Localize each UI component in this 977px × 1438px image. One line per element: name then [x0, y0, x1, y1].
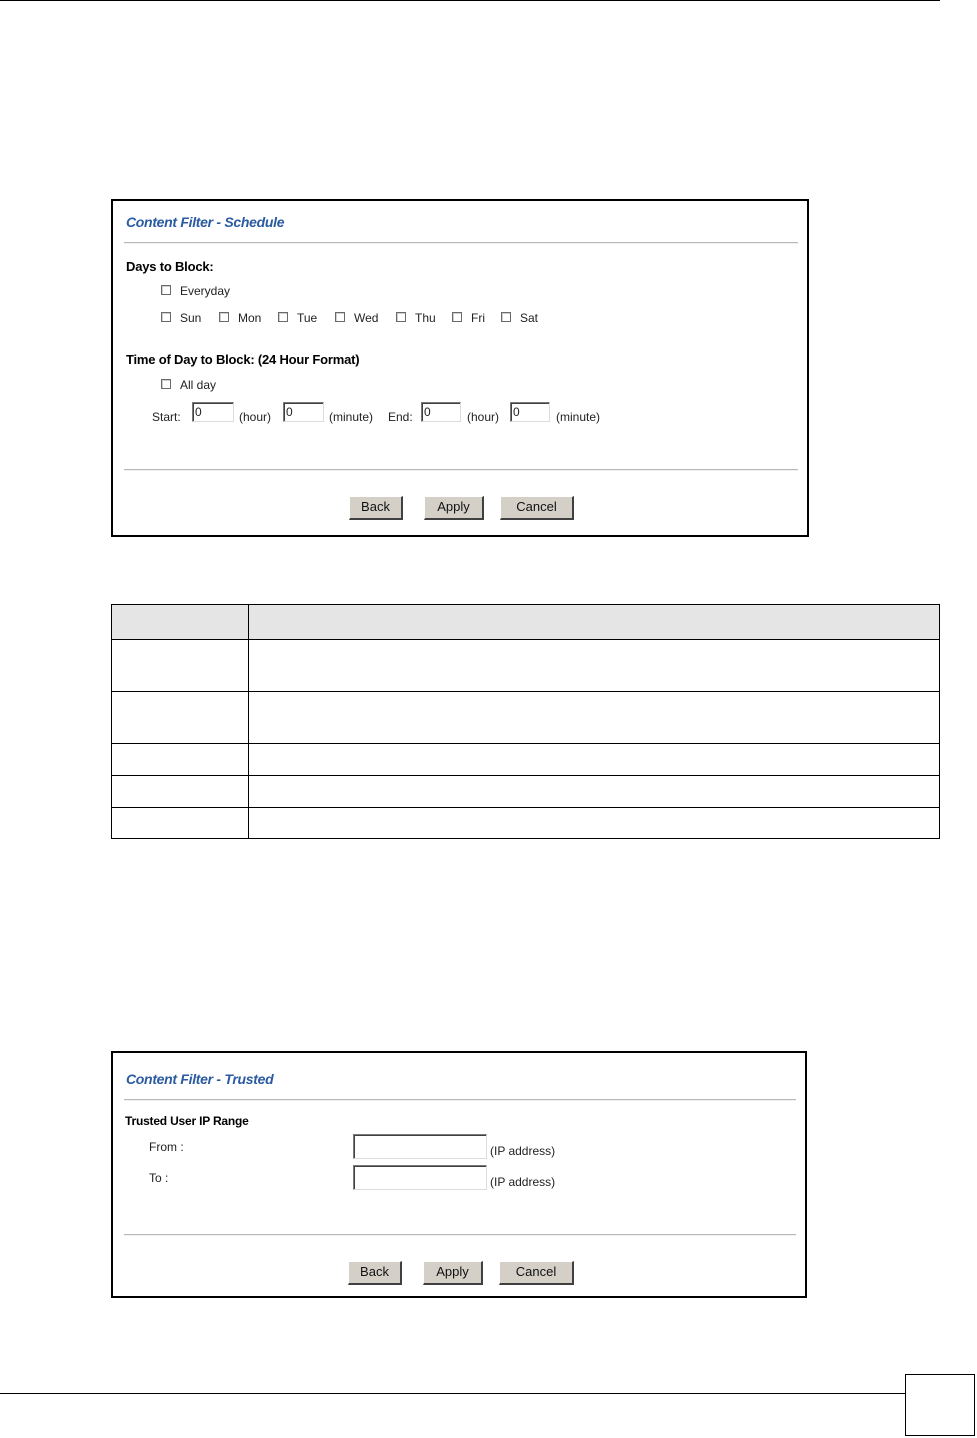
button-divider [124, 469, 798, 471]
to-ip-input[interactable] [353, 1165, 487, 1190]
page-number-box [905, 1374, 975, 1436]
table-header-cell [249, 605, 940, 640]
schedule-apply-button[interactable]: Apply [424, 496, 484, 520]
table-cell [112, 776, 249, 808]
schedule-panel-title: Content Filter - Schedule [126, 214, 285, 230]
schedule-back-button[interactable]: Back [349, 496, 403, 520]
page-top-rule [0, 0, 940, 1]
tue-checkbox[interactable] [278, 312, 288, 322]
end-minute-unit: (minute) [556, 410, 601, 424]
allday-label: All day [180, 378, 217, 392]
table-cell [249, 692, 940, 744]
trusted-range-heading: Trusted User IP Range [125, 1114, 249, 1128]
end-hour-input[interactable]: 0 [421, 402, 461, 422]
sat-checkbox[interactable] [501, 312, 511, 322]
end-minute-input[interactable]: 0 [510, 402, 550, 422]
from-ip-input[interactable] [353, 1134, 487, 1159]
button-divider [124, 1234, 796, 1236]
everyday-label: Everyday [180, 284, 231, 298]
allday-checkbox[interactable] [161, 379, 171, 389]
sun-label: Sun [180, 311, 202, 325]
everyday-checkbox[interactable] [161, 285, 171, 295]
to-ip-hint: (IP address) [490, 1175, 556, 1189]
trusted-panel [111, 1051, 807, 1298]
from-ip-hint: (IP address) [490, 1144, 556, 1158]
title-divider [124, 1099, 796, 1101]
start-minute-input[interactable]: 0 [283, 402, 324, 422]
table-header-cell [112, 605, 249, 640]
start-hour-input[interactable]: 0 [192, 402, 234, 422]
field-description-table [111, 604, 940, 839]
table-row [112, 776, 940, 808]
from-label: From : [149, 1140, 184, 1154]
title-divider [124, 242, 798, 244]
table-row [112, 692, 940, 744]
table-cell [112, 640, 249, 692]
trusted-apply-button[interactable]: Apply [423, 1261, 483, 1285]
trusted-back-button[interactable]: Back [348, 1261, 402, 1285]
days-to-block-heading: Days to Block: [126, 259, 214, 274]
start-minute-unit: (minute) [329, 410, 374, 424]
trusted-cancel-button[interactable]: Cancel [499, 1261, 574, 1285]
table-row [112, 640, 940, 692]
table-cell [249, 808, 940, 839]
table-row [112, 744, 940, 776]
time-to-block-heading: Time of Day to Block: (24 Hour Format) [126, 352, 360, 367]
thu-checkbox[interactable] [396, 312, 406, 322]
wed-checkbox[interactable] [335, 312, 345, 322]
schedule-panel [111, 199, 809, 537]
table-cell [112, 692, 249, 744]
table-row [112, 808, 940, 839]
fri-label: Fri [471, 311, 485, 325]
fri-checkbox[interactable] [452, 312, 462, 322]
trusted-panel-title: Content Filter - Trusted [126, 1071, 274, 1087]
to-label: To : [149, 1171, 169, 1185]
mon-checkbox[interactable] [219, 312, 229, 322]
thu-label: Thu [415, 311, 436, 325]
start-hour-unit: (hour) [239, 410, 272, 424]
mon-label: Mon [238, 311, 262, 325]
table-header-row [112, 605, 940, 640]
table-cell [249, 776, 940, 808]
page-bottom-rule [0, 1393, 905, 1394]
table-cell [249, 640, 940, 692]
end-hour-unit: (hour) [467, 410, 500, 424]
table-cell [112, 808, 249, 839]
start-label: Start: [152, 410, 181, 424]
sun-checkbox[interactable] [161, 312, 171, 322]
tue-label: Tue [297, 311, 318, 325]
table-cell [112, 744, 249, 776]
wed-label: Wed [354, 311, 379, 325]
end-label: End: [388, 410, 413, 424]
table-cell [249, 744, 940, 776]
schedule-cancel-button[interactable]: Cancel [500, 496, 574, 520]
sat-label: Sat [520, 311, 539, 325]
